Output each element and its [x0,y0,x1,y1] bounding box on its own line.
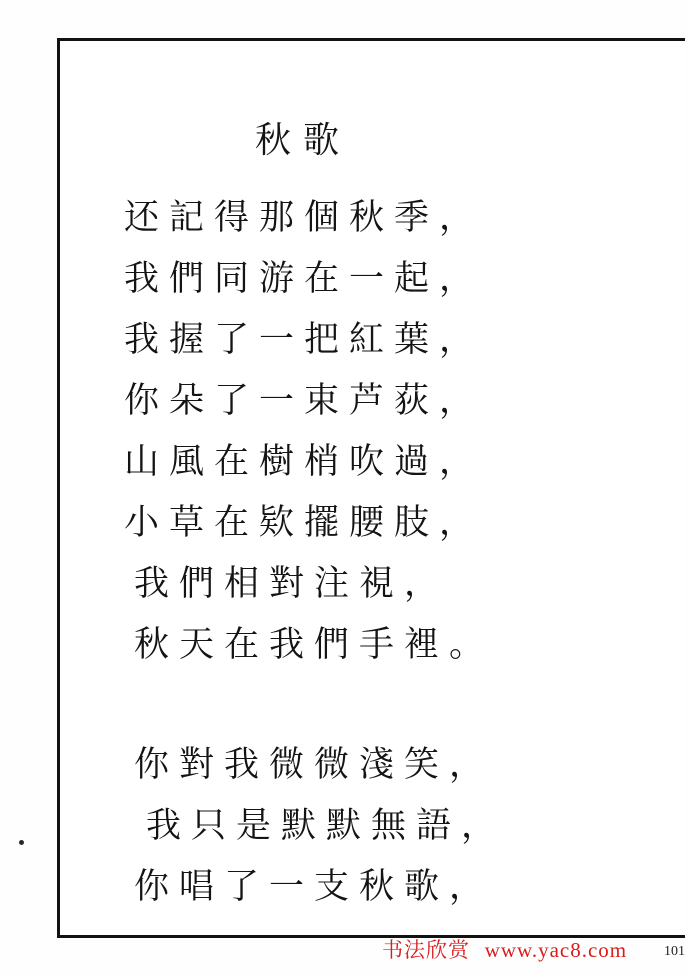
verse-line: 我們相對注視， [134,564,450,604]
paper-speckle [19,840,24,845]
verse-line: 山風在樹梢吹過， [124,442,485,482]
page-number: 101 [664,944,685,959]
stanza-first [124,188,594,676]
verse-line: 我們同游在一起， [124,259,485,299]
stanza-second [124,735,594,918]
verse-line: 秋天在我們手裡。 [134,625,495,665]
verse-line: 我握了一把紅葉， [124,320,485,360]
verse-line: 你唱了一支秋歌， [134,867,495,907]
footer-site-url[interactable]: www.yac8.com [484,938,628,962]
footer-site-name: 书法欣赏 [382,938,470,962]
verse-line: 还記得那個秋季， [124,198,485,238]
footer-watermark [382,934,627,964]
verse-line: 我只是默默無語， [146,806,507,846]
page-title: 秋歌 [255,120,352,161]
verse-line: 你朵了一束芦荻， [124,381,485,421]
verse-line: 小草在欵擺腰肢， [124,503,485,543]
verse-line: 你對我微微淺笑， [134,745,495,785]
